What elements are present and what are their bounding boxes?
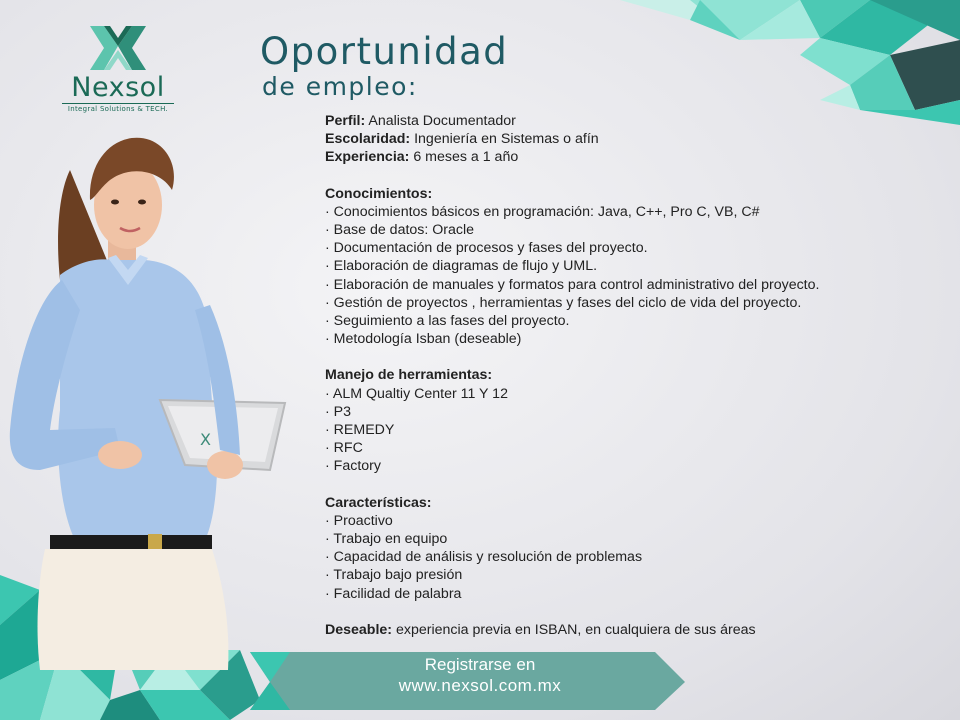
list-item: · REMEDY <box>325 421 935 439</box>
list-item: · P3 <box>325 403 935 421</box>
escolaridad-line <box>325 130 935 148</box>
deseable-label: Deseable: <box>325 621 393 638</box>
register-label: Registrarse en <box>424 655 536 674</box>
page-title: Oportunidad <box>260 30 509 73</box>
page-subtitle: de empleo: <box>262 72 418 101</box>
experiencia-value: 6 meses a 1 año <box>409 149 519 166</box>
list-item: · Elaboración de diagramas de flujo y UML. <box>325 257 935 275</box>
perfil-label: Perfil: <box>325 113 366 129</box>
experiencia-label: Experiencia: <box>325 149 410 166</box>
list-item: · Elaboración de manuales y formatos para control administrativo del proyecto. <box>325 276 935 294</box>
register-banner[interactable] <box>360 655 600 697</box>
list-item: · RFC <box>325 439 935 457</box>
escolaridad-label: Escolaridad: <box>325 131 411 148</box>
list-item: · Facilidad de palabra <box>325 585 935 603</box>
list-item: · Gestión de proyectos , herramientas y fases del ciclo de vida del proyecto. <box>325 294 935 312</box>
escolaridad-value: Ingeniería en Sistemas o afín <box>410 131 599 148</box>
nexsol-logo <box>58 22 178 113</box>
experiencia-line <box>325 148 935 166</box>
list-item: · ALM Qualtiy Center 11 Y 12 <box>325 385 935 403</box>
nexsol-x-logo-icon <box>88 22 148 74</box>
list-item: · Factory <box>325 457 935 475</box>
brand-tagline: Integral Solutions & TECH. <box>62 103 174 113</box>
job-description <box>325 112 935 639</box>
deseable-value: experiencia previa en ISBAN, en cualquiera de sus áreas <box>392 621 756 638</box>
list-item: · Documentación de procesos y fases del proyecto. <box>325 239 935 257</box>
perfil-value: Analista Documentador <box>365 113 516 129</box>
svg-text:X: X <box>200 430 211 449</box>
list-item: · Base de datos: Oracle <box>325 221 935 239</box>
perfil-line <box>325 112 935 130</box>
list-item: · Metodología Isban (deseable) <box>325 330 935 348</box>
list-item: · Trabajo en equipo <box>325 530 935 548</box>
deseable-line <box>325 621 935 639</box>
list-item: · Capacidad de análisis y resolución de problemas <box>325 548 935 566</box>
brand-name: Nexsol <box>71 72 165 103</box>
list-item: · Seguimiento a las fases del proyecto. <box>325 312 935 330</box>
register-url-link[interactable]: www.nexsol.com.mx <box>398 676 562 695</box>
caracteristicas-heading: Características: <box>325 494 432 511</box>
list-item: · Trabajo bajo presión <box>325 566 935 584</box>
conocimientos-heading: Conocimientos: <box>325 185 433 202</box>
herramientas-heading: Manejo de herramientas: <box>325 367 493 384</box>
list-item: · Conocimientos básicos en programación: Java, C++, Pro C, VB, C# <box>325 203 935 221</box>
woman-with-tablet-illustration <box>0 110 300 670</box>
list-item: · Proactivo <box>325 512 935 530</box>
